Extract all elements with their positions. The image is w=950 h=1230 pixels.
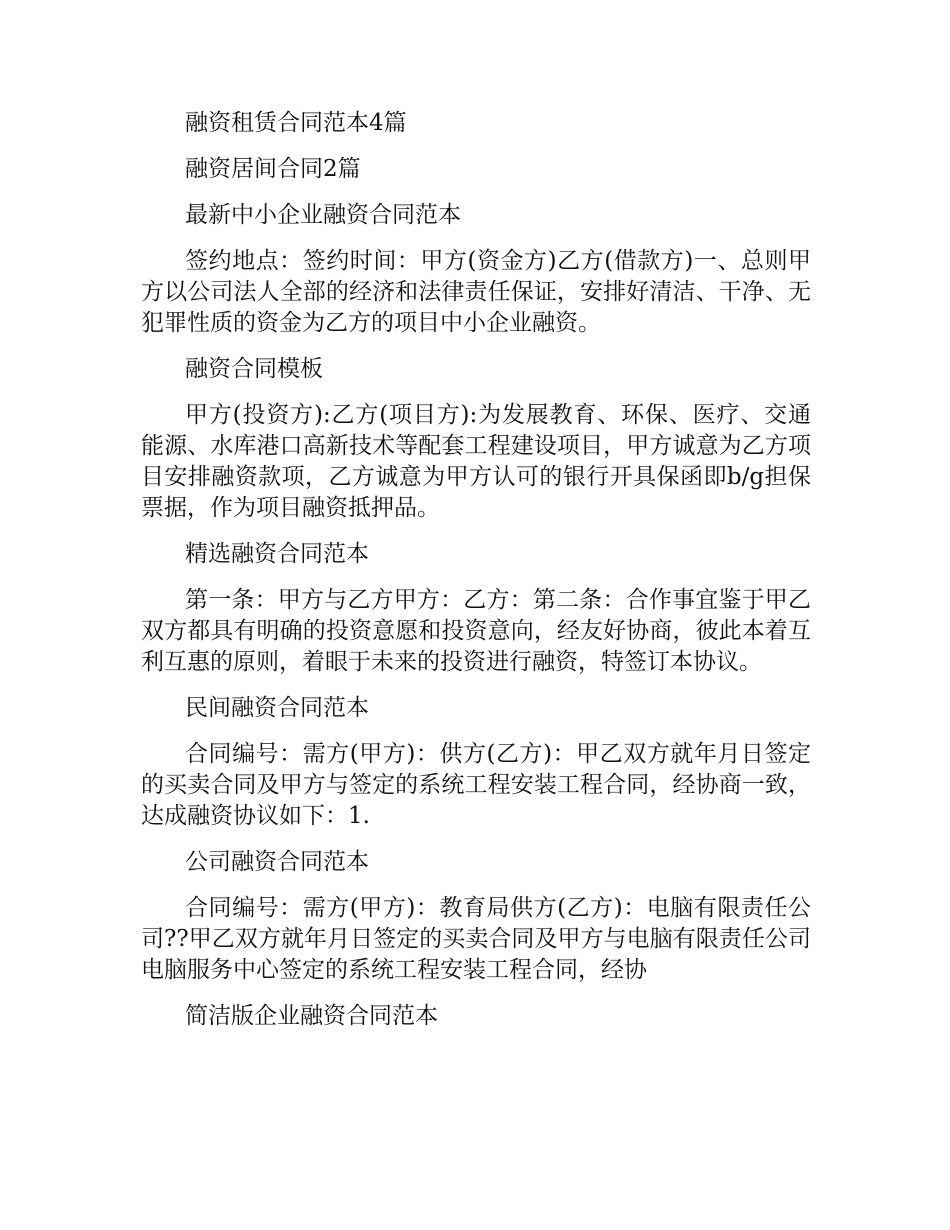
heading-sme-contract: 最新中小企业融资合同范本 — [185, 202, 461, 228]
heading-private-contract: 民间融资合同范本 — [185, 695, 369, 721]
paragraph-private-contract: 合同编号：需方(甲方)：供方(乙方)：甲乙双方就年月日签定的买卖合同及甲方与签定的系统工程安装工程合同，经协商一致，达成融资协议如下：1. — [141, 741, 811, 829]
heading-company-contract: 公司融资合同范本 — [185, 849, 369, 875]
document-body — [141, 108, 811, 1047]
paragraph-contract-template: 甲方(投资方):乙方(项目方):为发展教育、环保、医疗、交通能源、水库港口高新技术等配套工程建设项目，甲方诚意为乙方项目安排融资款项，乙方诚意为甲方认可的银行开具保函即b/g担保票据，作为项目融资抵押品。 — [141, 402, 811, 521]
heading-brokerage-contract: 融资居间合同2篇 — [185, 156, 361, 182]
paragraph-sme-contract: 签约地点：签约时间：甲方(资金方)乙方(借款方)一、总则甲方以公司法人全部的经济和法律责任保证，安排好清洁、干净、无犯罪性质的资金为乙方的项目中小企业融资。 — [141, 248, 811, 336]
heading-contract-template: 融资合同模板 — [185, 356, 323, 382]
paragraph-company-contract: 合同编号：需方(甲方)：教育局供方(乙方)：电脑有限责任公司??甲乙双方就年月日签定的买卖合同及甲方与电脑有限责任公司电脑服务中心签定的系统工程安装工程合同，经协 — [141, 895, 811, 983]
heading-selected-contract: 精选融资合同范本 — [185, 541, 369, 567]
heading-simple-contract: 简洁版企业融资合同范本 — [185, 1003, 438, 1029]
paragraph-selected-contract: 第一条：甲方与乙方甲方：乙方：第二条：合作事宜鉴于甲乙双方都具有明确的投资意愿和投资意向，经友好协商，彼此本着互利互惠的原则，着眼于未来的投资进行融资，特签订本协议。 — [141, 587, 811, 675]
heading-leasing-contract: 融资租赁合同范本4篇 — [185, 110, 407, 136]
